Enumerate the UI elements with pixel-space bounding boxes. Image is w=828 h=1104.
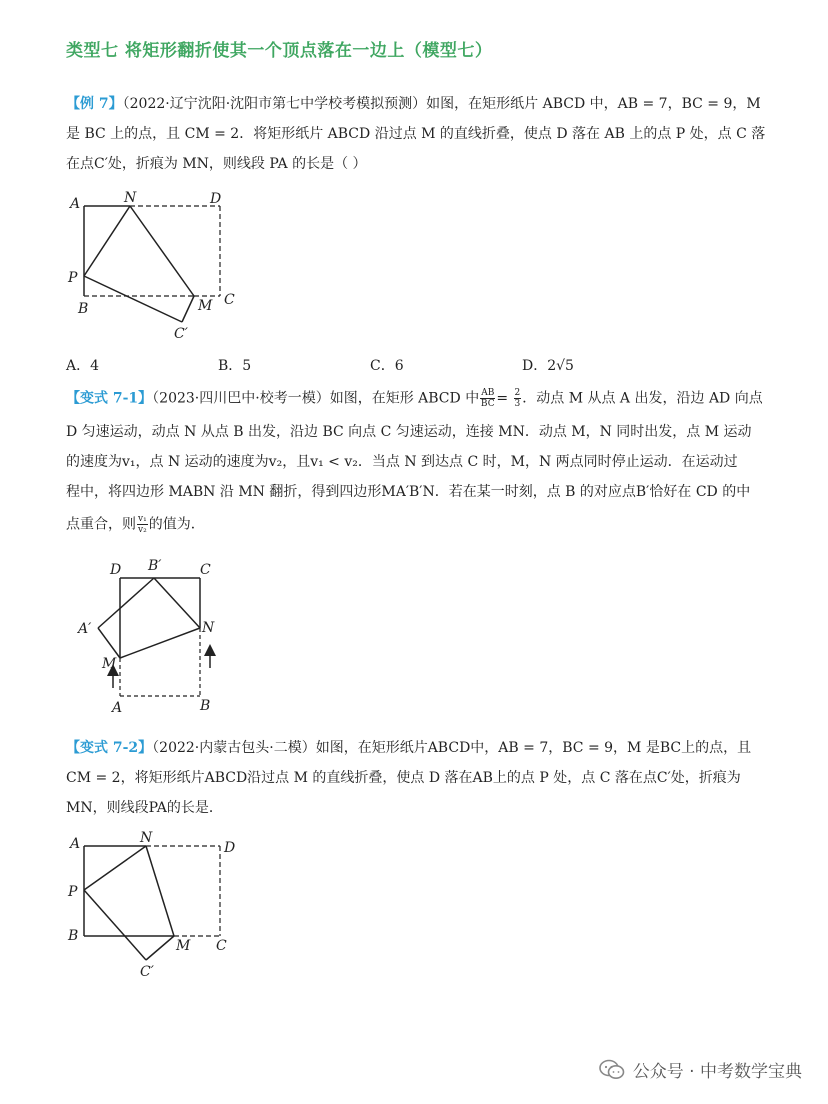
choice-b: B．5 [218,358,252,374]
variant2-tag: 【变式 7-2】 [66,740,153,756]
frac-den: BC [480,399,495,409]
example7-line2: 是 BC 上的点，且 CM = 2．将矩形纸片 ABCD 沿过点 M 的直线折叠，使点 D 落在 AB 上的点 P 处，点 C 落 [66,126,766,142]
v1-label-Bprime: B′ [148,558,162,574]
v2-label-A: A [70,836,81,852]
v2-label-Cprime: C′ [140,964,154,980]
variant1-eq: = [496,390,513,407]
choice-a: A．4 [66,358,100,374]
v1-label-C: C [200,562,211,578]
variant2-line1 [66,738,751,758]
example7-line3: 在点C′处，折痕为 MN，则线段 PA 的长是（ ） [66,156,367,172]
variant1-tag: 【变式 7-1】 [66,390,153,407]
v-num: v₁ [138,514,147,524]
variant1-line2: D 匀速运动，动点 N 从点 B 出发，沿边 BC 向点 C 匀速运动，连接 MN．动点 M，N 同时出发，点 M 运动 [66,424,752,440]
v2-label-N: N [140,830,153,846]
variant2-diagram [60,826,250,986]
example7-text1: （2022·辽宁沈阳·沈阳市第七中学校考模拟预测）如图，在矩形纸片 ABCD 中，AB = 7，BC = 9，M [122,96,761,112]
label-B: B [78,301,89,317]
ab-bc-fraction [480,388,495,409]
label-M: M [198,298,213,314]
ratio-fraction [514,388,522,409]
variant1-diagram [72,556,232,716]
section-heading: 类型七 将矩形翻折使其一个顶点落在一边上（模型七） [66,41,493,61]
v2-label-P: P [68,884,78,900]
label-D: D [210,191,222,207]
variant1-text1b: ．动点 M 从点 A 出发，沿边 AD 向点 [522,390,763,407]
v2-label-M: M [176,938,191,954]
variant1-line4: 程中，将四边形 MABN 沿 MN 翻折，得到四边形MA′B′N．若在某一时刻，点 B 的对应点B′恰好在 CD 的中 [66,484,751,500]
variant2-line3: MN，则线段PA的长是． [66,800,223,816]
ratio-num: 2 [514,388,521,398]
choice-d: D．2√5 [522,358,574,374]
label-Cprime: C′ [174,326,188,342]
v1-label-Aprime: A′ [78,621,92,637]
example7-tag: 【例 7】 [66,96,123,112]
label-N: N [124,190,137,206]
v1-label-A: A [112,700,123,716]
v1-label-M: M [102,656,117,672]
label-P: P [68,270,78,286]
variant1-line5 [66,514,205,535]
v1-label-B: B [200,698,211,714]
v1-label-D: D [110,562,122,578]
example7-line1 [66,94,761,114]
variant1-text5b: 的值为． [148,516,205,533]
v2-label-D: D [224,840,236,856]
wechat-icon [599,1059,625,1081]
variant1-text5a: 点重合，则 [66,516,136,533]
example7-diagram [60,186,250,346]
choice-c: C．6 [370,358,404,374]
v2-label-C: C [216,938,227,954]
variant2-line2: CM = 2，将矩形纸片ABCD沿过点 M 的直线折叠，使点 D 落在AB上的点 P 处，点 C 落在点C′处，折痕为 [66,770,741,786]
variant1-text1: （2023·四川巴中·校考一模）如图，在矩形 ABCD 中 [152,390,480,407]
v-den: v₂ [138,525,147,535]
label-A: A [70,196,81,212]
variant1-line3: 的速度为v₁，点 N 运动的速度为v₂，且v₁ < v₂．当点 N 到达点 C 时，M，N 两点同时停止运动．在运动过 [66,454,738,470]
v1-label-N: N [202,620,215,636]
variant1-line1 [66,388,763,409]
label-C: C [224,292,235,308]
v2-label-B: B [68,928,79,944]
watermark-text: 公众号 · 中考数学宝典 [632,1062,802,1082]
frac-num: AB [481,388,495,398]
watermark [599,1057,802,1082]
ratio-den: 3 [514,399,521,409]
v-fraction [137,514,148,535]
variant2-text1: （2022·内蒙古包头·二模）如图，在矩形纸片ABCD中，AB = 7，BC = 9，M 是BC上的点，且 [152,740,752,756]
